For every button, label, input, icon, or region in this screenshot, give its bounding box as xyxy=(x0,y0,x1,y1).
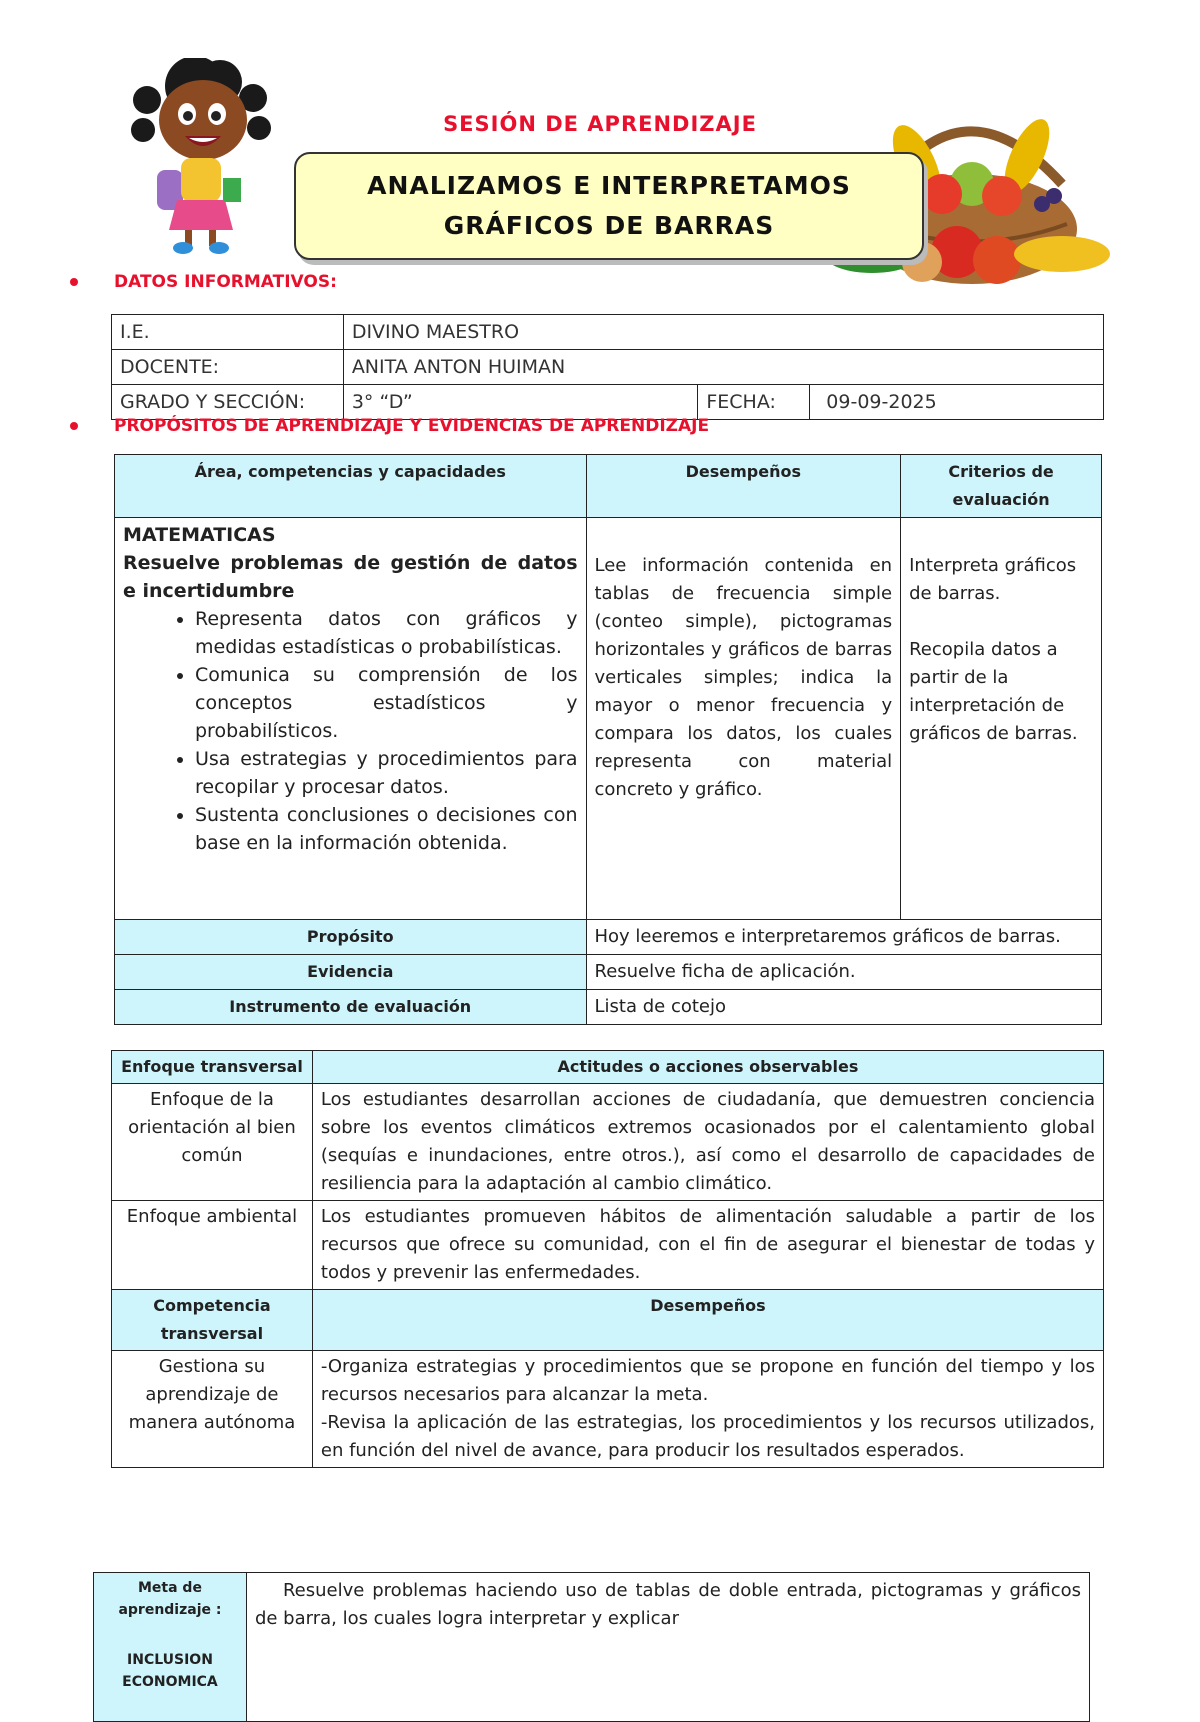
meta-table xyxy=(93,1572,1090,1722)
meta-label: Meta de aprendizaje : xyxy=(118,1580,222,1618)
fecha-label: FECHA: xyxy=(698,385,810,420)
table-row xyxy=(112,315,1104,350)
list-item: • Comunica su comprensión de los conceptos estadísticos y probabilísticos. xyxy=(195,661,578,745)
competencia-name: Gestiona su aprendizaje de manera autónoma xyxy=(112,1351,313,1468)
competencia-line: -Organiza estrategias y procedimientos que se propone en función del tiempo y los recursos necesarios para alcanzar la meta. xyxy=(320,1356,1095,1405)
info-table xyxy=(111,314,1104,420)
desempeno-cell: Lee información contenida en tablas de frecuencia simple (conteo simple), pictogramas horizontales y gráficos de barras verticales simples; indica la mayor o menor frecuencia y compara los datos, los cuales representa con material concreto y gráfico. xyxy=(586,518,901,920)
meta-label-cell xyxy=(94,1573,247,1722)
bullet-icon xyxy=(70,422,78,430)
competencia-cell xyxy=(312,1351,1103,1468)
area-cell xyxy=(115,518,587,920)
session-title: SESIÓN DE APRENDIZAJE xyxy=(443,112,757,136)
table-row xyxy=(94,1573,1090,1722)
grado-label: GRADO Y SECCIÓN: xyxy=(112,385,344,420)
header-actitudes: Actitudes o acciones observables xyxy=(312,1051,1103,1084)
ie-label: I.E. xyxy=(112,315,344,350)
list-item: • Usa estrategias y procedimientos para recopilar y procesar datos. xyxy=(195,745,578,801)
enfoque-name: Enfoque de la orientación al bien común xyxy=(112,1084,313,1201)
capacidades-list xyxy=(123,605,578,857)
competencia-line: -Revisa la aplicación de las estrategias, los procedimientos y los recursos utilizados, en función del nivel de avance, para producir los resultados esperados. xyxy=(320,1412,1095,1461)
girl-illustration xyxy=(125,58,285,258)
enfoque-name: Enfoque ambiental xyxy=(112,1201,313,1290)
table-row xyxy=(112,1201,1104,1290)
criterio-2: Recopila datos a partir de la interpretación de gráficos de barras. xyxy=(909,639,1078,744)
section-label: DATOS INFORMATIVOS: xyxy=(114,272,337,292)
table-row xyxy=(112,350,1104,385)
title-banner xyxy=(294,152,924,260)
table-row xyxy=(112,1051,1104,1084)
inclusion-label: INCLUSION ECONOMICA xyxy=(122,1652,218,1690)
competencia-name: Resuelve problemas de gestión de datos e incertidumbre xyxy=(123,552,578,602)
evidencia-label: Evidencia xyxy=(115,955,587,990)
criterios-cell xyxy=(901,518,1102,920)
area-name: MATEMATICAS xyxy=(123,524,276,546)
table-row xyxy=(115,920,1102,955)
ie-value: DIVINO MAESTRO xyxy=(343,315,1103,350)
section-label: PROPÓSITOS DE APRENDIZAJE Y EVIDENCIAS DE APRENDIZAJE xyxy=(114,416,710,436)
table-row xyxy=(115,455,1102,518)
table-row xyxy=(112,1351,1104,1468)
docente-label: DOCENTE: xyxy=(112,350,344,385)
header-competencia: Competencia transversal xyxy=(112,1290,313,1351)
banner-line-2: GRÁFICOS DE BARRAS xyxy=(443,211,775,240)
enfoque-text: Los estudiantes promueven hábitos de alimentación saludable a partir de los recursos que ofrece su comunidad, con el fin de asegurar el bienestar de todas y todos y prevenir las enfermedades. xyxy=(312,1201,1103,1290)
criterio-1: Interpreta gráficos de barras. xyxy=(909,555,1077,604)
table-row xyxy=(115,955,1102,990)
purposes-table xyxy=(114,454,1102,1025)
list-item: • Sustenta conclusiones o decisiones con base en la información obtenida. xyxy=(195,801,578,857)
enfoque-text: Los estudiantes desarrollan acciones de ciudadanía, que demuestren conciencia sobre los eventos climáticos extremos ocasionados por el calentamiento global (sequías e inundaciones, entre otros.), así como el desarrollo de capacidades de resiliencia para la adaptación al cambio climático. xyxy=(312,1084,1103,1201)
header-area: Área, competencias y capacidades xyxy=(115,455,587,518)
instrumento-value: Lista de cotejo xyxy=(586,990,1102,1025)
section-propositos xyxy=(70,416,709,436)
bullet-icon xyxy=(70,278,78,286)
header-desempenos: Desempeños xyxy=(312,1290,1103,1351)
table-row xyxy=(112,385,1104,420)
table-row xyxy=(112,1290,1104,1351)
header-desempenos: Desempeños xyxy=(586,455,901,518)
list-item: • Representa datos con gráficos y medidas estadísticas o probabilísticas. xyxy=(195,605,578,661)
docente-value: ANITA ANTON HUIMAN xyxy=(343,350,1103,385)
fecha-value: 09-09-2025 xyxy=(810,385,1104,420)
evidencia-value: Resuelve ficha de aplicación. xyxy=(586,955,1102,990)
proposito-value: Hoy leeremos e interpretaremos gráficos de barras. xyxy=(586,920,1102,955)
section-datos-informativos xyxy=(70,272,337,292)
meta-text: Resuelve problemas haciendo uso de tablas de doble entrada, pictogramas y gráficos de barra, los cuales logra interpretar y explicar xyxy=(246,1573,1089,1722)
header-criterios: Criterios de evaluación xyxy=(901,455,1102,518)
instrumento-label: Instrumento de evaluación xyxy=(115,990,587,1025)
table-row xyxy=(112,1084,1104,1201)
enfoques-table xyxy=(111,1050,1104,1468)
table-row xyxy=(115,518,1102,920)
table-row xyxy=(115,990,1102,1025)
grado-value: 3° “D” xyxy=(343,385,698,420)
header-enfoque: Enfoque transversal xyxy=(112,1051,313,1084)
banner-line-1: ANALIZAMOS E INTERPRETAMOS xyxy=(367,171,851,200)
proposito-label: Propósito xyxy=(115,920,587,955)
